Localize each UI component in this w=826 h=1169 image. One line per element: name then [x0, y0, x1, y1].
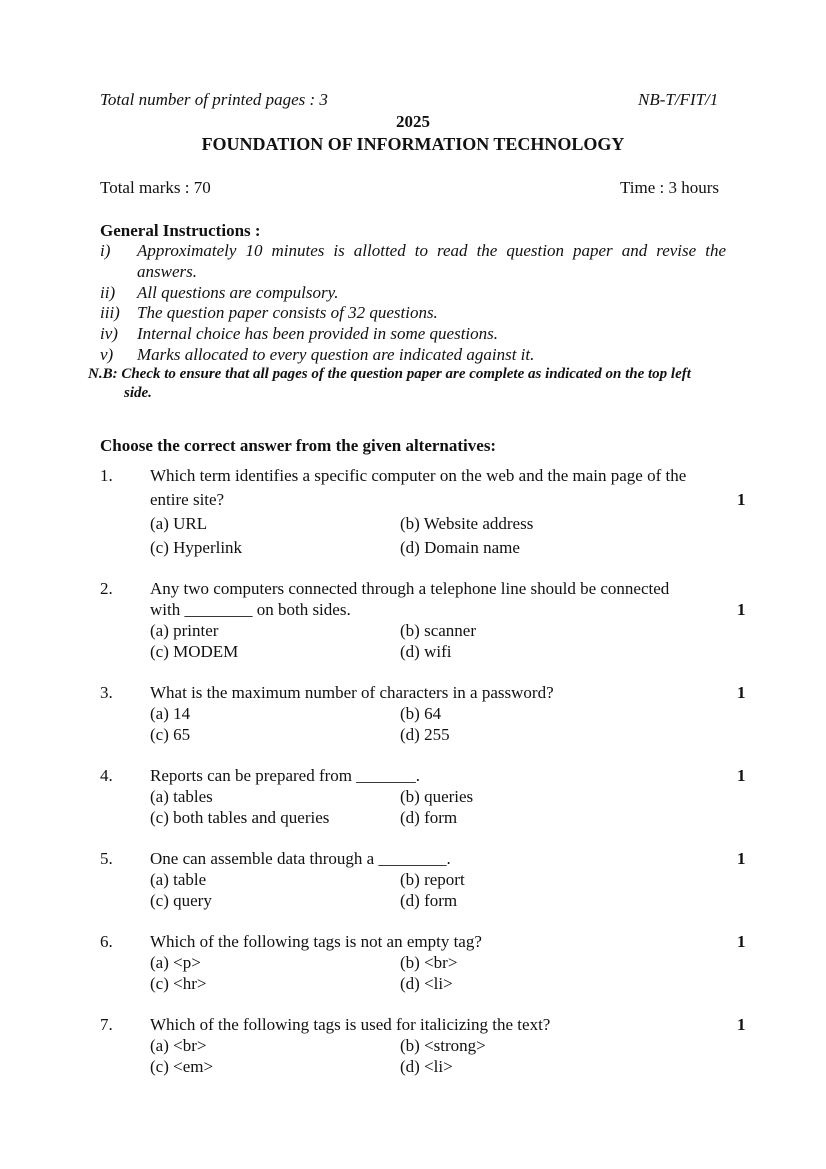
question-number: 7. — [100, 1015, 113, 1034]
question-text: Which of the following tags is used for italicizing the text? — [150, 1015, 551, 1034]
option-c: (c) 65 — [150, 725, 191, 744]
option-b: (b) scanner — [400, 621, 476, 640]
instruction-numeral: iv) — [100, 324, 118, 343]
instructions-heading: General Instructions : — [100, 221, 261, 240]
option-a: (a) URL — [150, 514, 208, 533]
question-text: What is the maximum number of characters in a password? — [150, 683, 554, 702]
question-marks: 1 — [737, 1015, 746, 1034]
option-c: (c) Hyperlink — [150, 538, 243, 557]
exam-year: 2025 — [396, 112, 430, 131]
instruction-text-cont: answers. — [137, 262, 197, 281]
option-d: (d) form — [400, 808, 458, 827]
question-text-cont: with ________ on both sides. — [150, 600, 351, 619]
question-marks: 1 — [737, 683, 746, 702]
option-b: (b) Website address — [400, 514, 534, 533]
question-number: 1. — [100, 466, 113, 485]
question-text: Which of the following tags is not an empty tag? — [150, 932, 482, 951]
option-a: (a) tables — [150, 787, 213, 806]
question-number: 5. — [100, 849, 113, 868]
option-a: (a) <br> — [150, 1036, 207, 1055]
instruction-text: Marks allocated to every question are indicated against it. — [137, 345, 535, 364]
option-b: (b) queries — [400, 787, 474, 806]
printed-pages-note: Total number of printed pages : 3 — [100, 90, 328, 109]
paper-title: FOUNDATION OF INFORMATION TECHNOLOGY — [201, 134, 625, 154]
section-heading: Choose the correct answer from the given alternatives: — [100, 436, 497, 455]
question-text: Any two computers connected through a telephone line should be connected — [150, 579, 670, 598]
option-c: (c) MODEM — [150, 642, 239, 661]
instruction-numeral: iii) — [100, 303, 120, 322]
option-a: (a) <p> — [150, 953, 201, 972]
nb-note: N.B: Check to ensure that all pages of the question paper are complete as indicated on the top left — [88, 366, 691, 382]
question-number: 3. — [100, 683, 113, 702]
instruction-numeral: v) — [100, 345, 114, 364]
time-allowed: Time : 3 hours — [620, 178, 720, 197]
option-a: (a) printer — [150, 621, 219, 640]
option-d: (d) <li> — [400, 1057, 453, 1076]
question-number: 2. — [100, 579, 113, 598]
question-marks: 1 — [737, 849, 746, 868]
instruction-text: All questions are compulsory. — [137, 283, 339, 302]
option-d: (d) <li> — [400, 974, 453, 993]
option-c: (c) both tables and queries — [150, 808, 330, 827]
question-marks: 1 — [737, 766, 746, 785]
option-c: (c) query — [150, 891, 212, 910]
instruction-text: Approximately 10 minutes is allotted to read the question paper and revise the — [137, 241, 726, 260]
question-text: One can assemble data through a ________. — [150, 849, 451, 868]
instruction-text: The question paper consists of 32 questions. — [137, 303, 438, 322]
question-text-cont: entire site? — [150, 490, 225, 509]
instruction-text: Internal choice has been provided in some questions. — [137, 324, 499, 343]
paper-code: NB-T/FIT/1 — [638, 90, 719, 109]
total-marks: Total marks : 70 — [100, 178, 211, 197]
option-b: (b) report — [400, 870, 465, 889]
question-text: Which term identifies a specific computer on the web and the main page of the — [150, 466, 687, 485]
option-b: (b) 64 — [400, 704, 442, 723]
question-number: 6. — [100, 932, 113, 951]
option-c: (c) <hr> — [150, 974, 207, 993]
option-a: (a) table — [150, 870, 207, 889]
question-marks: 1 — [737, 490, 746, 509]
instruction-numeral: ii) — [100, 283, 116, 302]
option-d: (d) 255 — [400, 725, 450, 744]
question-number: 4. — [100, 766, 113, 785]
question-marks: 1 — [737, 932, 746, 951]
question-text: Reports can be prepared from _______. — [150, 766, 421, 785]
option-a: (a) 14 — [150, 704, 191, 723]
option-c: (c) <em> — [150, 1057, 214, 1076]
option-d: (d) form — [400, 891, 458, 910]
option-d: (d) Domain name — [400, 538, 520, 557]
option-d: (d) wifi — [400, 642, 452, 661]
question-marks: 1 — [737, 600, 746, 619]
option-b: (b) <strong> — [400, 1036, 486, 1055]
instruction-numeral: i) — [100, 241, 111, 260]
nb-note-cont: side. — [124, 385, 152, 401]
option-b: (b) <br> — [400, 953, 458, 972]
